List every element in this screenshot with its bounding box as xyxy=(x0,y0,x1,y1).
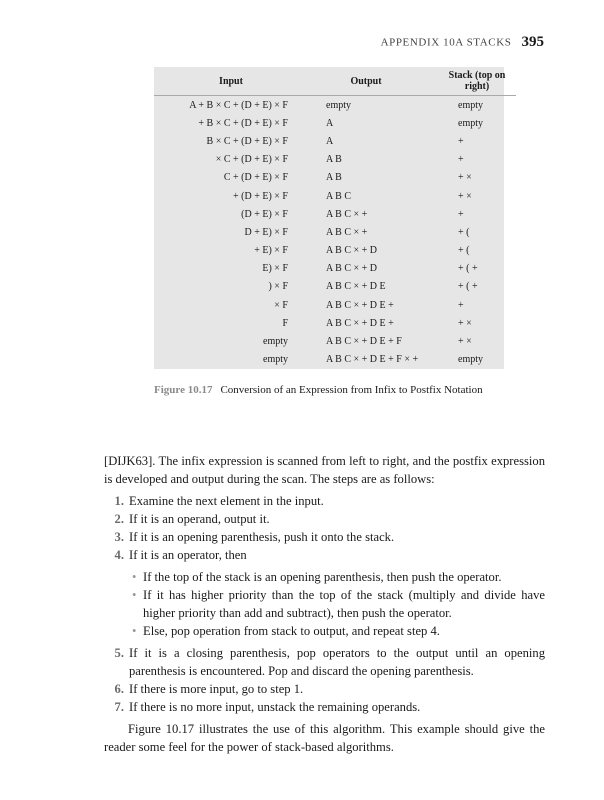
cell-stack: + xyxy=(458,208,464,220)
step-text: If it is an operator, then xyxy=(129,548,247,562)
table-row xyxy=(154,187,516,205)
step-text: If it is an opening parenthesis, push it onto the stack. xyxy=(129,530,395,544)
bullet-text: If the top of the stack is an opening parenthesis, then push the operator. xyxy=(143,570,502,584)
cell-stack: + xyxy=(458,135,464,147)
cell-output: A B C xyxy=(326,190,352,202)
cell-input: E) × F xyxy=(262,263,288,275)
table-row xyxy=(154,296,516,314)
cell-stack: + ( xyxy=(458,226,470,238)
cell-output: A xyxy=(326,135,334,147)
table-row xyxy=(154,114,516,132)
bullet-icon: • xyxy=(132,624,137,638)
cell-output: A xyxy=(326,117,334,129)
table-row xyxy=(154,96,516,115)
cell-input: + E) × F xyxy=(254,245,288,257)
table-row xyxy=(154,132,516,150)
cell-output: A B C × + D xyxy=(326,263,378,275)
cell-input: D + E) × F xyxy=(244,226,288,238)
step-text: If it is an operand, output it. xyxy=(129,512,270,526)
closing-paragraph: Figure 10.17 illustrates the use of this algorithm. This example should give the reader some feel for the power of stack-based algorithms. xyxy=(104,722,545,754)
step-number: 2. xyxy=(114,512,124,526)
header-input: Input xyxy=(154,67,296,96)
list-item xyxy=(104,528,545,546)
cell-stack: + × xyxy=(458,190,472,202)
list-item xyxy=(104,492,545,510)
cell-output: A B C × + D E + xyxy=(326,299,394,311)
cell-input: + B × C + (D + E) × F xyxy=(198,117,288,129)
cell-input: F xyxy=(282,317,288,329)
header-output: Output xyxy=(296,67,434,96)
cell-output: A B C × + xyxy=(326,208,368,220)
cell-stack: + xyxy=(458,299,464,311)
cell-stack: + × xyxy=(458,336,472,348)
cell-input: (D + E) × F xyxy=(241,208,288,220)
step-number: 5. xyxy=(114,646,124,660)
operator-sublist xyxy=(129,568,545,640)
header-stack: Stack (top on right) xyxy=(434,67,516,96)
cell-output: A B C × + xyxy=(326,226,368,238)
cell-stack: + ( xyxy=(458,245,470,257)
cell-input: × C + (D + E) × F xyxy=(215,154,288,166)
cell-stack: empty xyxy=(458,99,483,111)
conversion-table xyxy=(154,67,516,369)
figure-label: Figure 10.17 xyxy=(154,384,213,396)
cell-output: A B C × + D E + xyxy=(326,317,394,329)
step-number: 1. xyxy=(114,494,124,508)
cell-input: B × C + (D + E) × F xyxy=(206,135,288,147)
figure-caption xyxy=(154,384,514,396)
list-item xyxy=(104,546,545,640)
cell-output: A B C × + D E + F xyxy=(326,336,402,348)
cell-input: empty xyxy=(263,336,288,348)
table-row xyxy=(154,223,516,241)
list-item xyxy=(104,644,545,680)
bullet-item xyxy=(129,568,545,586)
table-row xyxy=(154,169,516,187)
cell-output: A B C × + D E xyxy=(326,281,386,293)
bullet-text: Else, pop operation from stack to output, and repeat step 4. xyxy=(143,624,440,638)
cell-output: A B xyxy=(326,172,342,184)
step-text: If there is more input, go to step 1. xyxy=(129,682,304,696)
cell-input: ) × F xyxy=(268,281,288,293)
table-row xyxy=(154,332,516,350)
page-number: 395 xyxy=(521,33,544,50)
bullet-text: If it has higher priority than the top of the stack (multiply and divide have higher priority than add and subtract), then push the operator. xyxy=(143,588,545,620)
running-title: APPENDIX 10A STACKS xyxy=(380,36,512,49)
bullet-icon: • xyxy=(132,588,137,602)
step-text: If it is a closing parenthesis, pop operators to the output until an opening parenthesis is encountered. Pop and discard the opening parenthesis. xyxy=(129,646,545,678)
step-number: 6. xyxy=(114,682,124,696)
cell-input: A + B × C + (D + E) × F xyxy=(189,99,288,111)
step-number: 7. xyxy=(114,700,124,714)
cell-stack: empty xyxy=(458,354,483,366)
table-header-row xyxy=(154,67,516,96)
intro-paragraph: [DIJK63]. The infix expression is scanned from left to right, and the postfix expression is developed and output during the scan. The steps are as follows: xyxy=(104,454,545,486)
cell-input: + (D + E) × F xyxy=(233,190,288,202)
cell-stack: empty xyxy=(458,117,483,129)
table-row xyxy=(154,260,516,278)
table-row xyxy=(154,242,516,260)
step-number: 4. xyxy=(114,548,124,562)
bullet-item xyxy=(129,622,545,640)
bullet-icon: • xyxy=(132,570,137,584)
table-row xyxy=(154,205,516,223)
table-row xyxy=(154,351,516,369)
figure-table xyxy=(154,67,504,369)
algorithm-steps xyxy=(104,492,545,716)
figure-caption-text: Conversion of an Expression from Infix to Postfix Notation xyxy=(220,384,483,396)
step-text: If there is no more input, unstack the remaining operands. xyxy=(129,700,421,714)
table-row xyxy=(154,151,516,169)
list-item xyxy=(104,698,545,716)
bullet-item xyxy=(129,586,545,622)
step-number: 3. xyxy=(114,530,124,544)
cell-output: empty xyxy=(326,99,351,111)
body-text xyxy=(104,452,545,756)
cell-input: × F xyxy=(274,299,288,311)
cell-input: C + (D + E) × F xyxy=(223,172,288,184)
cell-stack: + xyxy=(458,154,464,166)
list-item xyxy=(104,680,545,698)
cell-output: A B C × + D E + F × + xyxy=(326,354,419,366)
cell-stack: + × xyxy=(458,317,472,329)
cell-stack: + ( + xyxy=(458,281,478,293)
cell-output: A B xyxy=(326,154,342,166)
cell-stack: + × xyxy=(458,172,472,184)
cell-output: A B C × + D xyxy=(326,245,378,257)
table-row xyxy=(154,278,516,296)
table-row xyxy=(154,314,516,332)
cell-stack: + ( + xyxy=(458,263,478,275)
cell-input: empty xyxy=(263,354,288,366)
step-text: Examine the next element in the input. xyxy=(129,494,324,508)
list-item xyxy=(104,510,545,528)
page-header xyxy=(0,33,544,51)
